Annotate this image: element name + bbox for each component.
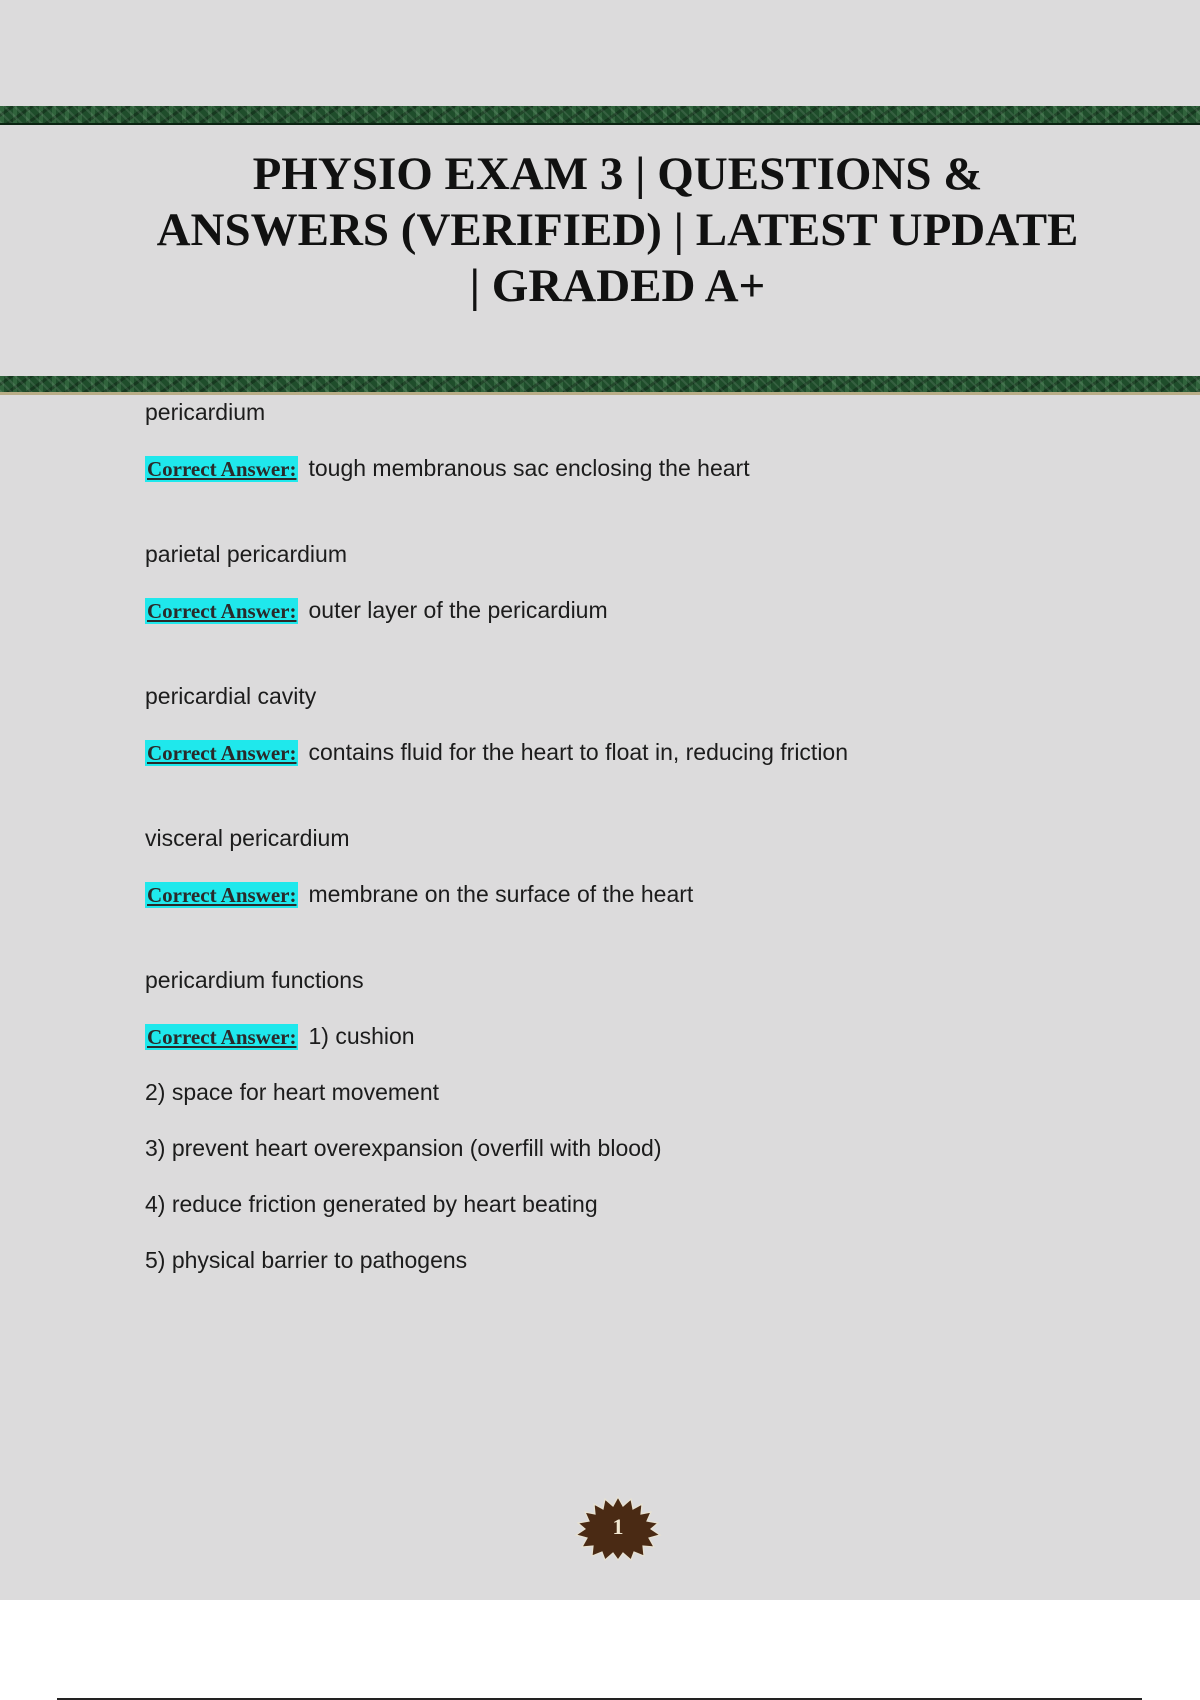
answer-line: [145, 738, 1105, 766]
correct-answer-label: Correct Answer:: [147, 457, 297, 481]
question-term: visceral pericardium: [145, 825, 350, 851]
document-title: PHYSIO EXAM 3 | QUESTIONS & ANSWERS (VERIFIED) | LATEST UPDATE | GRADED A+: [156, 148, 1079, 312]
answer-line: [145, 596, 1105, 624]
correct-answer-label: Correct Answer:: [147, 1025, 297, 1049]
answer-text: outer layer of the pericardium: [308, 597, 608, 623]
answer-line: [145, 454, 1105, 482]
question-term: parietal pericardium: [145, 541, 347, 567]
answer-text: membrane on the surface of the heart: [308, 881, 694, 907]
header-decorative-band: [0, 106, 1200, 125]
question-term: pericardium: [145, 399, 266, 425]
qa-item: [145, 398, 1105, 482]
correct-answer-label: Correct Answer:: [147, 741, 297, 765]
question-term: pericardium functions: [145, 967, 364, 993]
answer-continuation-line: 2) space for heart movement: [145, 1079, 440, 1105]
question-term: pericardial cavity: [145, 683, 317, 709]
answer-line: [145, 1022, 1105, 1050]
answer-text: 1) cushion: [308, 1023, 415, 1049]
correct-answer-label: Correct Answer:: [147, 883, 297, 907]
qa-item: [145, 824, 1105, 908]
qa-item: [145, 682, 1105, 766]
page-number: 1: [612, 1514, 624, 1539]
correct-answer-label: Correct Answer:: [147, 599, 297, 623]
title-decorative-band: [0, 376, 1200, 395]
answer-continuation-line: 3) prevent heart overexpansion (overfill with blood): [145, 1135, 662, 1161]
answer-text: tough membranous sac enclosing the heart: [308, 455, 750, 481]
qa-item: [145, 540, 1105, 624]
qa-item: [145, 966, 1105, 1274]
answer-line: [145, 880, 1105, 908]
answer-text: contains fluid for the heart to float in, reducing friction: [308, 739, 849, 765]
qa-list: [145, 398, 1105, 1332]
answer-continuation-line: 4) reduce friction generated by heart beating: [145, 1191, 598, 1217]
answer-continuation-line: 5) physical barrier to pathogens: [145, 1247, 468, 1273]
